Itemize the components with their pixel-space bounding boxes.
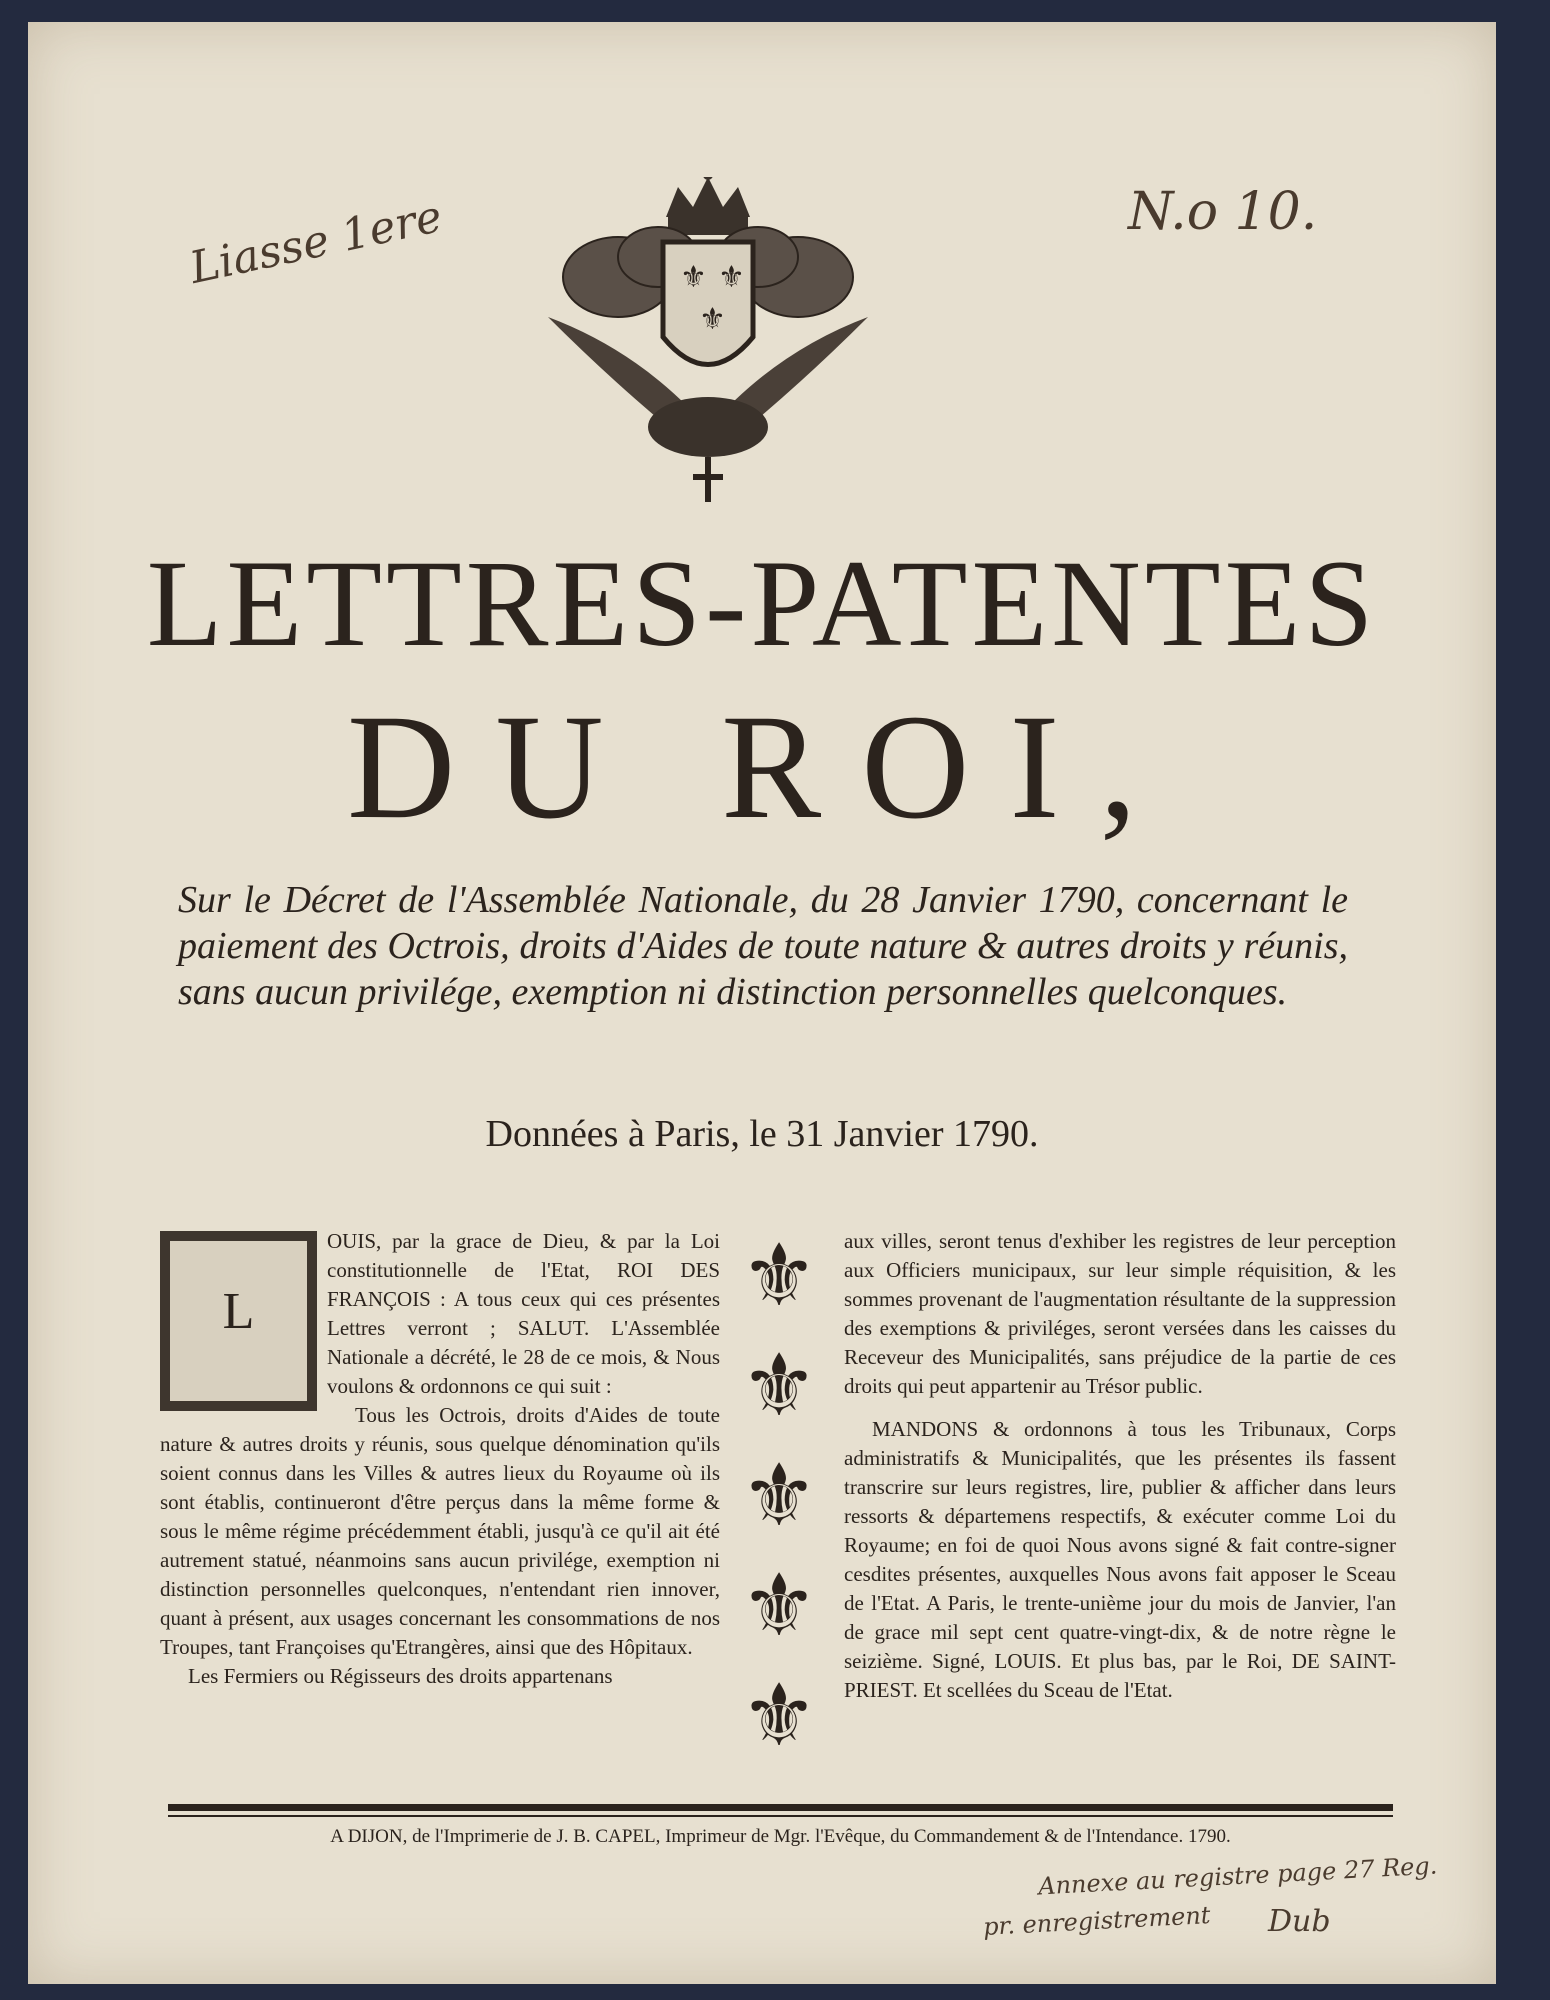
dropcap-letter: L [222,1283,255,1340]
svg-text:⚜: ⚜ [740,1336,818,1436]
dated-line: Données à Paris, le 31 Janvier 1790. [485,1113,1039,1155]
bottom-rule-thin [168,1815,1393,1817]
right-paragraph-1: aux villes, seront tenus d'exhiber les registres de leur perception aux Officiers municipaux, sur leur simple réquisition, & les sommes provenant de l'augmentation résultante de la suppression des exemptions & priviléges, seront versées dans les caisses du Receveur des Municipalités, sans préjudice de la partie de ces droits qui peut appartenir au Trésor public. [844,1229,1396,1398]
fleur-de-lis-icon [734,1657,824,1767]
bottom-rule-thick [168,1804,1393,1811]
handwritten-signature: Dub [1268,1904,1331,1939]
left-paragraph-2: Tous les Octrois, droits d'Aides de toute nature & autres droits y réunis, sous quelque dénomination qu'ils soient connus dans les Villes & autres lieux du Royaume où ils sont établis, continueront d'être perçus dans la même forme & sous le même régime précédemment établi, jusqu'à ce qu'il ait été autrement statué, néanmoins sans aucun privilége, exemption ni distinction personnelles quelconques, n'entendant rien innover, quant à présent, aux usages concernant les consommations de nos Troupes, tant Françoises qu'Etrangères, ainsi que des Hôpitaux. [160,1403,720,1659]
svg-text:⚜: ⚜ [740,1666,818,1766]
svg-text:⚜: ⚜ [740,1556,818,1656]
handwritten-note-top-left: Liasse 1ere [185,190,447,295]
handwritten-number: N.o 10. [1128,182,1318,242]
fleur-de-lis-icon [734,1437,824,1547]
left-column [160,1227,720,1691]
ornamental-dropcap [160,1231,317,1411]
fleur-de-lis-column [734,1217,824,1767]
right-paragraph-2: MANDONS & ordonnons à tous les Tribunaux, Corps administratifs & Municipalités, que les présentes ils fassent transcrire sur leurs registres, lire, publier & afficher dans leurs ressorts & départemens respectifs, & exécuter comme Loi du Royaume; en foi de quoi Nous avons signé & fait contre-signer cesdites présentes, auxquelles Nous avons fait apposer le Sceau de l'Etat. A Paris, le trente-unième jour du mois de Janvier, l'an de grace mil sept cent quatre-vingt-dix, & de notre règne le seizième. Signé, LOUIS. Et plus bas, par le Roi, DE SAINT-PRIEST. Et scellées du Sceau de l'Etat. [844,1417,1396,1702]
fleur-de-lis-icon [734,1547,824,1657]
printer-imprint: A DIJON, de l'Imprimerie de J. B. CAPEL, Imprimeur de Mgr. l'Evêque, du Commandement & de l'Intendance. 1790. [330,1826,1231,1847]
svg-text:⚜: ⚜ [699,302,726,337]
handwritten-registration-note: Annexe au registre page 27 Reg. [1037,1851,1438,1901]
left-intro-paragraph: OUIS, par la grace de Dieu, & par la Loi constitutionnelle de l'Etat, ROI DES FRANÇOIS : A tous ceux qui ces présentes Lettres verront ; SALUT. L'Assemblée Nationale a décrété, le 28 de ce mois, & Nous voulons & ordonnons ce qui suit : [327,1229,720,1398]
title-line-1: LETTRES-PATENTES [146,535,1378,672]
right-column [844,1227,1396,1705]
subtitle-decree: Sur le Décret de l'Assemblée Nationale, du 28 Janvier 1790, concernant le paiement des Octrois, droits d'Aides de toute nature & autres droits y réunis, sans aucun privilége, exemption ni distinction personnelles quelconques. [178,879,1348,1013]
svg-text:⚜: ⚜ [740,1226,818,1326]
royal-crest-emblem [548,177,868,507]
document-page [28,22,1496,1984]
svg-text:⚜: ⚜ [740,1446,818,1546]
title-line-2: DU ROI, [347,684,1177,850]
svg-text:⚜: ⚜ [680,260,707,295]
fleur-de-lis-icon [734,1217,824,1327]
svg-text:⚜: ⚜ [718,260,745,295]
left-paragraph-3: Les Fermiers ou Régisseurs des droits appartenans [188,1664,613,1688]
handwritten-registration-note-2: pr. enregistrement [982,1901,1212,1941]
fleur-de-lis-icon [734,1327,824,1437]
